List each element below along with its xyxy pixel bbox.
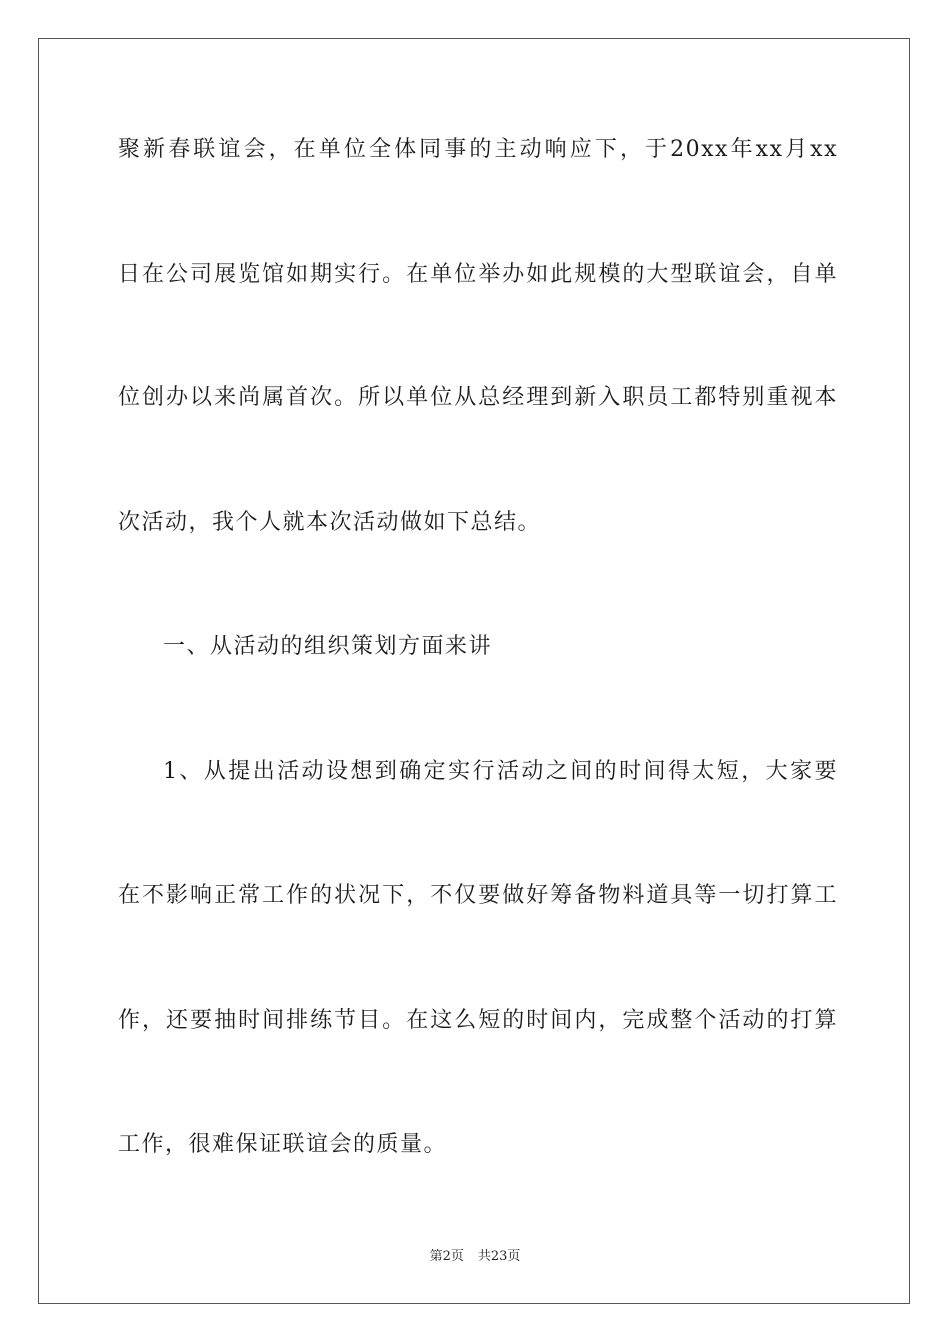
body-text-line-8: 作，还要抽时间排练节目。在这么短的时间内，完成整个活动的打算 <box>118 1008 838 1033</box>
body-text-line-3: 位创办以来尚属首次。所以单位从总经理到新入职员工都特别重视本 <box>118 385 838 410</box>
body-text-line-1: 聚新春联谊会，在单位全体同事的主动响应下，于20xx年xx月xx <box>118 137 838 162</box>
body-text-line-6: 1、从提出活动设想到确定实行活动之间的时间得太短，大家要 <box>163 759 838 784</box>
section-heading: 一、从活动的组织策划方面来讲 <box>163 634 493 659</box>
body-text-line-9: 工作，很难保证联谊会的质量。 <box>118 1132 448 1157</box>
body-text-line-2: 日在公司展览馆如期实行。在单位举办如此规模的大型联谊会，自单 <box>118 262 838 287</box>
page-border <box>38 38 910 1304</box>
page-total: 共23页 <box>477 1249 521 1264</box>
body-text-line-7: 在不影响正常工作的状况下，不仅要做好筹备物料道具等一切打算工 <box>118 883 838 908</box>
page-footer <box>0 1248 950 1266</box>
body-text-line-4: 次活动，我个人就本次活动做如下总结。 <box>118 510 542 535</box>
page-number: 第2页 <box>429 1249 464 1264</box>
